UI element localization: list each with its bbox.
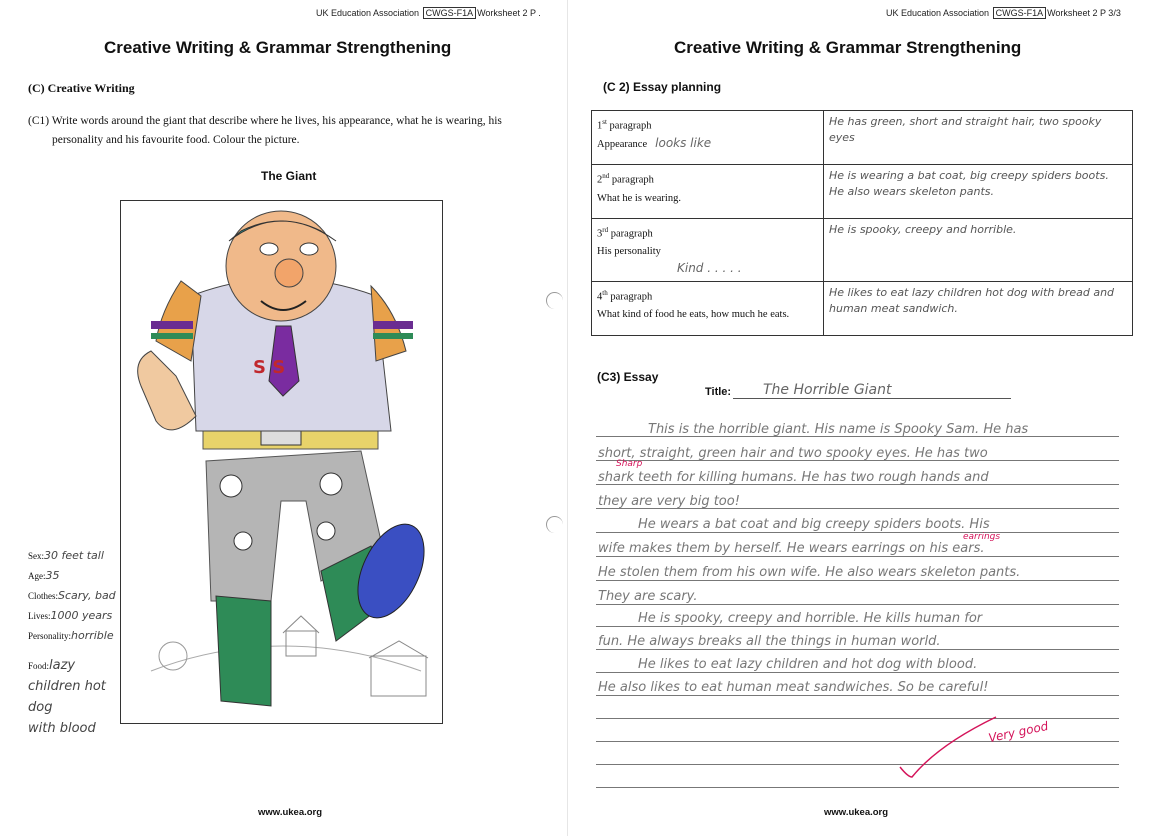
plan-answer: He has green, short and straight hair, two spooky eyes <box>824 111 1133 165</box>
punch-hole-mark <box>546 516 563 533</box>
worksheet-code: CWGS-F1A <box>423 7 477 19</box>
skull-icon <box>220 475 242 497</box>
worksheet-code: CWGS-F1A <box>993 7 1047 19</box>
page-footer: www.ukea.org <box>824 807 889 818</box>
page-title: Creative Writing & Grammar Strengthening <box>104 38 452 57</box>
essay-line: shark teeth for killing humans. He has two rough hands and <box>598 470 989 485</box>
essay-line: wife makes them by herself. He wears earrings on his ears. <box>598 541 985 556</box>
page-footer: www.ukea.org <box>258 807 323 818</box>
sleeve-stripe <box>151 321 193 329</box>
plan-row: 4th paragraph What kind of food he eats, how much he eats. He likes to eat lazy children hot dog with bread and human meat sandwich. <box>592 281 1133 335</box>
association-name: UK Education Association <box>316 8 420 18</box>
essay-title-value: The Horrible Giant <box>733 382 1011 399</box>
fact-sex: Sex:30 feet tall <box>28 549 104 562</box>
teacher-comment: Very good <box>987 718 1050 746</box>
skull-icon <box>317 522 335 540</box>
page-number: P . <box>529 8 541 18</box>
giant-nose <box>275 259 303 287</box>
plan-row: 1st paragraph Appearance looks like He has green, short and straight hair, two spooky eyes <box>592 111 1133 165</box>
punch-hole-mark <box>546 292 563 309</box>
essay-line: they are very big too! <box>598 494 740 509</box>
plan-row: 3rd paragraph His personality Kind . . . . . He is spooky, creepy and horrible. <box>592 219 1133 282</box>
writing-rule <box>596 764 1119 765</box>
essay-line: He stolen them from his own wife. He also wears skeleton pants. <box>598 565 1021 580</box>
giant-left-boot <box>216 596 271 706</box>
essay-planning-table <box>591 110 1133 336</box>
house-sketch-2 <box>371 656 426 696</box>
plan-answer: He likes to eat lazy children hot dog with bread and human meat sandwich. <box>824 281 1133 335</box>
essay-line: fun. He always breaks all the things in human world. <box>598 634 941 649</box>
plan-answer: He is wearing a bat coat, big creepy spiders boots. He also wears skeleton pants. <box>824 165 1133 219</box>
essay-line: He likes to eat lazy children and hot dog with blood. <box>638 657 978 672</box>
giant-eye <box>300 243 318 255</box>
page-header <box>886 8 1121 18</box>
page-header <box>316 8 541 18</box>
skull-icon <box>320 473 342 495</box>
fact-lives: Lives:1000 years <box>28 609 113 622</box>
tree-sketch <box>159 642 187 670</box>
food-line-2: children hot dog <box>28 679 106 715</box>
fact-personality: Personality:horrible <box>28 629 114 642</box>
writing-rule <box>596 741 1119 742</box>
writing-rule <box>596 787 1119 788</box>
worksheet-number: Worksheet 2 <box>477 8 528 18</box>
plan-row: 2nd paragraph What he is wearing. He is wearing a bat coat, big creepy spiders boots. He also wears skeleton pants. <box>592 165 1133 219</box>
essay-heading: (C3) Essay <box>597 370 659 384</box>
shirt-letters: S S <box>253 357 286 378</box>
giant-hand <box>138 351 196 430</box>
essay-line: This is the horrible giant. His name is Spooky Sam. He has <box>648 422 1029 437</box>
fact-age: Age:35 <box>28 569 60 582</box>
essay-line: short, straight, green hair and two spooky eyes. He has two <box>598 446 988 461</box>
picture-title: The Giant <box>261 169 317 183</box>
instruction-line-1: (C1) Write words around the giant that describe where he lives, his appearance, what he is wearing, his <box>28 115 502 127</box>
fact-clothes: Clothes:Scary, bad <box>28 589 116 602</box>
correction-earrings: earrings <box>963 532 1001 542</box>
page-number: P 3/3 <box>1099 8 1121 18</box>
association-name: UK Education Association <box>886 8 990 18</box>
left-worksheet-page <box>0 0 567 836</box>
page-title: Creative Writing & Grammar Strengthening <box>674 38 1022 57</box>
writing-rule <box>596 718 1119 719</box>
food-line-1: lazy <box>49 658 76 673</box>
house-sketch <box>286 631 316 656</box>
instruction-line-2: personality and his favourite food. Colour the picture. <box>52 134 300 146</box>
essay-line: He is spooky, creepy and horrible. He kills human for <box>638 611 983 626</box>
fact-food <box>28 655 128 739</box>
essay-title-label: Title: <box>705 386 732 398</box>
giant-drawing <box>121 201 442 723</box>
planning-heading: (C 2) Essay planning <box>603 80 722 94</box>
essay-line: He wears a bat coat and big creepy spiders boots. His <box>638 517 990 532</box>
giant-drawing-frame <box>120 200 443 724</box>
essay-line: They are scary. <box>598 589 698 604</box>
worksheet-number: Worksheet 2 <box>1047 8 1098 18</box>
right-worksheet-page <box>567 0 1158 836</box>
food-label: Food: <box>28 661 50 671</box>
giant-eye <box>260 243 278 255</box>
essay-line: He also likes to eat human meat sandwiches. So be careful! <box>598 680 989 695</box>
plan-answer: He is spooky, creepy and horrible. <box>824 219 1133 282</box>
teacher-tick-mark <box>898 715 1028 785</box>
food-line-3: with blood <box>28 721 96 736</box>
section-heading: (C) Creative Writing <box>28 81 135 95</box>
correction-sharp: Sharp <box>616 459 643 469</box>
skull-icon <box>234 532 252 550</box>
giant-facts-list <box>28 546 122 646</box>
